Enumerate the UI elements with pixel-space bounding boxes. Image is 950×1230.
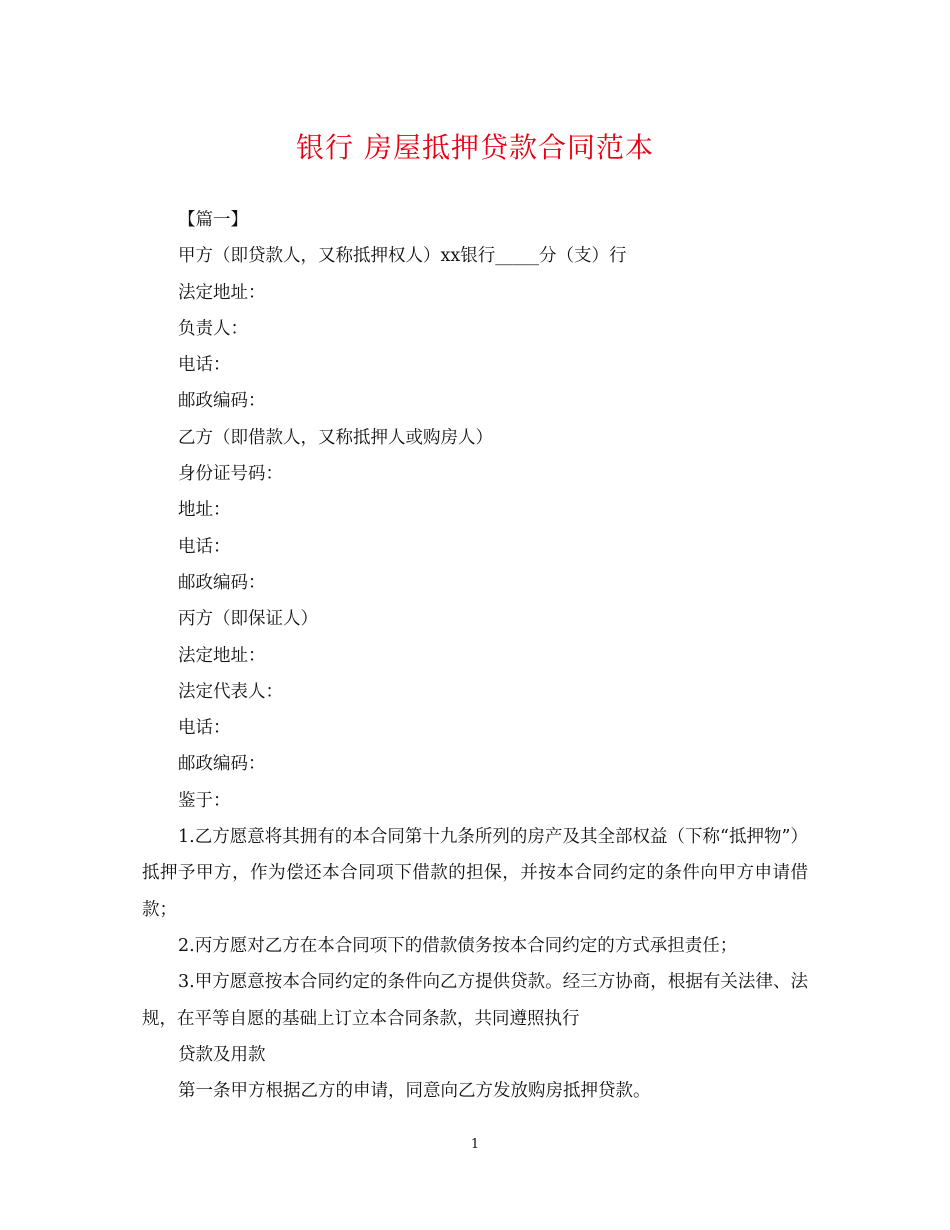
party-c-postcode-label: 邮政编码：	[178, 754, 266, 775]
party-b-line: 乙方（即借款人，又称抵押人或购房人）	[178, 427, 493, 448]
party-a-phone-label: 电话：	[178, 355, 231, 376]
recital-paragraph-3: 3.甲方愿意按本合同约定的条件向乙方提供贷款。经三方协商，根据有关法律、法规，在平等自愿的基础上订立本合同条款，共同遵照执行	[142, 972, 808, 1029]
party-c-line: 丙方（即保证人）	[178, 609, 318, 630]
party-b-phone-label: 电话：	[178, 536, 231, 557]
party-b-postcode-label: 邮政编码：	[178, 572, 266, 593]
recital-paragraph-1: 1.乙方愿意将其拥有的本合同第十九条所列的房产及其全部权益（下称“抵押物”）抵押予甲方，作为偿还本合同项下借款的担保，并按本合同约定的条件向甲方申请借款；	[142, 827, 808, 920]
document-title: 银行 房屋抵押贷款合同范本	[296, 131, 654, 164]
recital-paragraph-2: 2.丙方愿对乙方在本合同项下的借款债务按本合同约定的方式承担责任；	[178, 935, 738, 956]
loan-subheading: 贷款及用款	[178, 1044, 266, 1065]
whereas-label: 鉴于：	[178, 790, 231, 811]
document-body	[142, 202, 808, 1109]
party-a-address-label: 法定地址：	[178, 282, 266, 303]
party-c-address-label: 法定地址：	[178, 645, 266, 666]
party-a-postcode-label: 邮政编码：	[178, 391, 266, 412]
party-b-id-label: 身份证号码：	[178, 464, 283, 485]
section-heading: 【篇一】	[178, 210, 248, 230]
party-c-representative-label: 法定代表人：	[178, 681, 283, 702]
article-1: 第一条甲方根据乙方的申请，同意向乙方发放购房抵押贷款。	[178, 1081, 651, 1102]
page-number: 1	[470, 1137, 480, 1152]
party-c-phone-label: 电话：	[178, 718, 231, 739]
party-a-line: 甲方（即贷款人，又称抵押权人）xx银行_____分（支）行	[178, 246, 627, 267]
party-a-responsible-label: 负责人：	[178, 318, 248, 339]
party-b-address-label: 地址：	[178, 500, 231, 521]
